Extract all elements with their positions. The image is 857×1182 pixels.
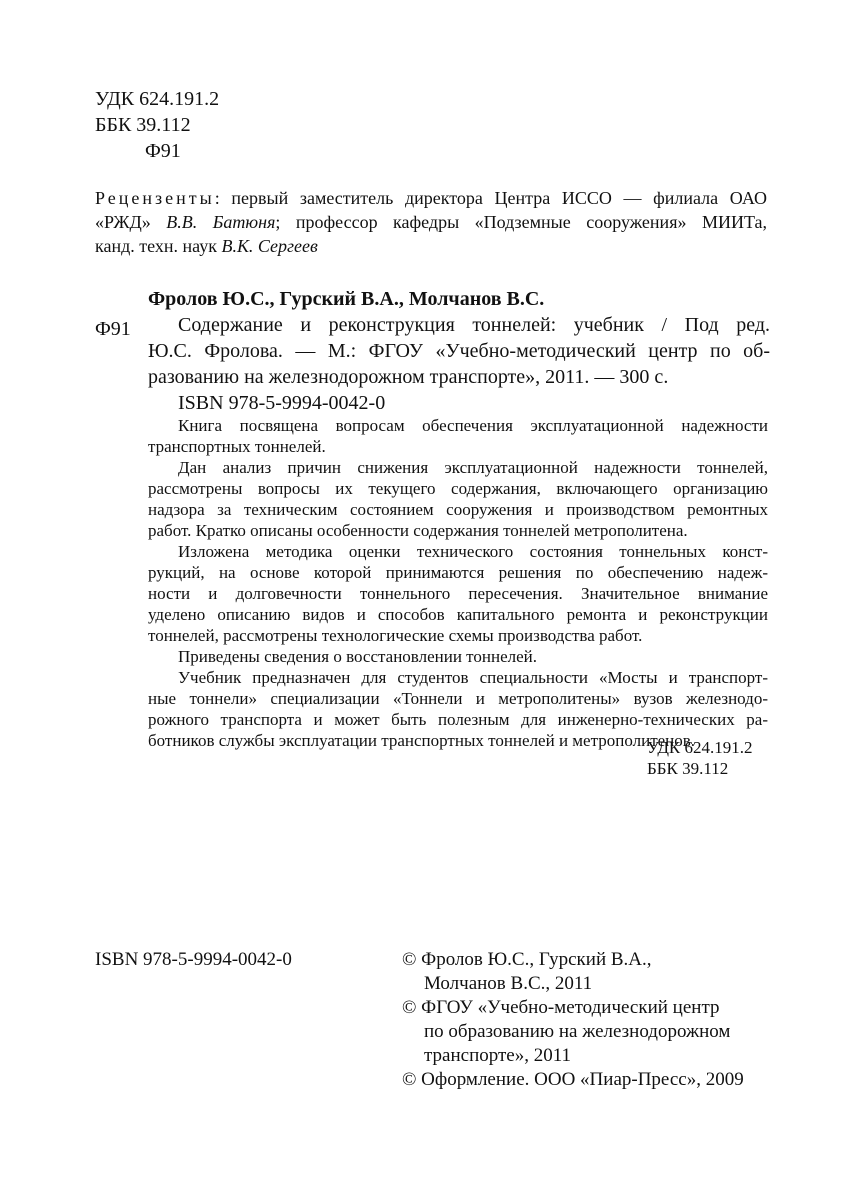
annotation-line: Книга посвящена вопросам обеспечения эксплуатационной надежности xyxy=(178,416,768,435)
annotation-line: тоннелей, рассмотрены технологические схемы производства работ. xyxy=(148,626,643,645)
reviewers-label: Рецензенты xyxy=(95,188,215,208)
biblio-line: Ю.С. Фролова. — М.: ФГОУ «Учебно-методический центр по об- xyxy=(148,340,770,362)
copyright-block xyxy=(402,948,744,1092)
classification-codes xyxy=(95,86,219,164)
bbk-code: ББК 39.112 xyxy=(95,114,191,136)
copyright-publisher: © ФГОУ «Учебно-методический центр xyxy=(402,997,720,1018)
annotation-line: Дан анализ причин снижения эксплуатационной надежности тоннелей, xyxy=(178,458,768,477)
biblio-line: разованию на железнодорожном транспорте», 2011. — 300 с. xyxy=(148,366,669,388)
copyright-publisher-cont: по образованию на железнодорожном xyxy=(424,1021,731,1042)
reviewers-line-2: «РЖД» В.В. Батюня; профессор кафедры «Подземные сооружения» МИИТа, xyxy=(95,212,767,232)
copyright-design: © Оформление. ООО «Пиар-Пресс», 2009 xyxy=(402,1069,744,1090)
annotation-line: работ. Кратко описаны особенности содержания тоннелей метрополитена. xyxy=(148,521,688,540)
annotation-line: Изложена методика оценки технического состояния тоннельных конст- xyxy=(178,542,768,561)
reviewer-name: В.К. Сергеев xyxy=(221,236,318,256)
copyright-publisher-cont: транспорте», 2011 xyxy=(424,1045,572,1066)
copyright-authors-cont: Молчанов В.С., 2011 xyxy=(424,973,593,994)
annotation-line: уделено описанию видов и способов капитального ремонта и реконструкции xyxy=(148,605,768,624)
annotation-line: транспортных тоннелей. xyxy=(148,437,326,456)
annotation-line: Приведены сведения о восстановлении тоннелей. xyxy=(178,647,537,666)
annotation-line: ные тоннели» специализации «Тоннели и метрополитены» вузов железнодо- xyxy=(148,689,768,708)
annotation-line: рожного транспорта и может быть полезным для инженерно-технических ра- xyxy=(148,710,768,729)
isbn-footer: ISBN 978-5-9994-0042-0 xyxy=(95,949,292,970)
reviewers-line-1: Рецензенты: первый заместитель директора Центра ИССО — филиала ОАО xyxy=(95,188,767,208)
copyright-authors: © Фролов Ю.С., Гурский В.А., xyxy=(402,949,652,970)
udk-code: УДК 624.191.2 xyxy=(95,88,220,110)
reviewers-block xyxy=(95,186,767,258)
udk-code: УДК 624.191.2 xyxy=(647,738,753,757)
annotation-codes xyxy=(647,737,753,779)
book-authors: Фролов Ю.С., Гурский В.А., Молчанов В.С. xyxy=(148,288,545,310)
annotation-line: рукций, на основе которой принимаются решения по обеспечению надеж- xyxy=(148,563,768,582)
bbk-code: ББК 39.112 xyxy=(647,759,729,778)
annotation-line: рассмотрены вопросы их текущего содержания, включающего организацию xyxy=(148,479,768,498)
author-mark: Ф91 xyxy=(145,140,181,162)
annotation-line: ности и долговечности тоннельного пересечения. Значительное внимание xyxy=(148,584,768,603)
biblio-isbn: ISBN 978-5-9994-0042-0 xyxy=(178,392,386,414)
biblio-line: Содержание и реконструкция тоннелей: учебник / Под ред. xyxy=(178,314,770,336)
reviewers-line-3: канд. техн. наук В.К. Сергеев xyxy=(95,236,318,256)
author-mark-biblio: Ф91 xyxy=(95,318,131,340)
annotation-line: надзора за техническим состоянием сооружения и производством ремонтных xyxy=(148,500,768,519)
reviewer-name: В.В. Батюня xyxy=(166,212,276,232)
annotation-line: Учебник предназначен для студентов специальности «Мосты и транспорт- xyxy=(178,668,768,687)
bibliographic-entry xyxy=(148,312,770,416)
annotation xyxy=(148,415,768,751)
annotation-line: ботников службы эксплуатации транспортных тоннелей и метрополитенов. xyxy=(148,731,696,750)
